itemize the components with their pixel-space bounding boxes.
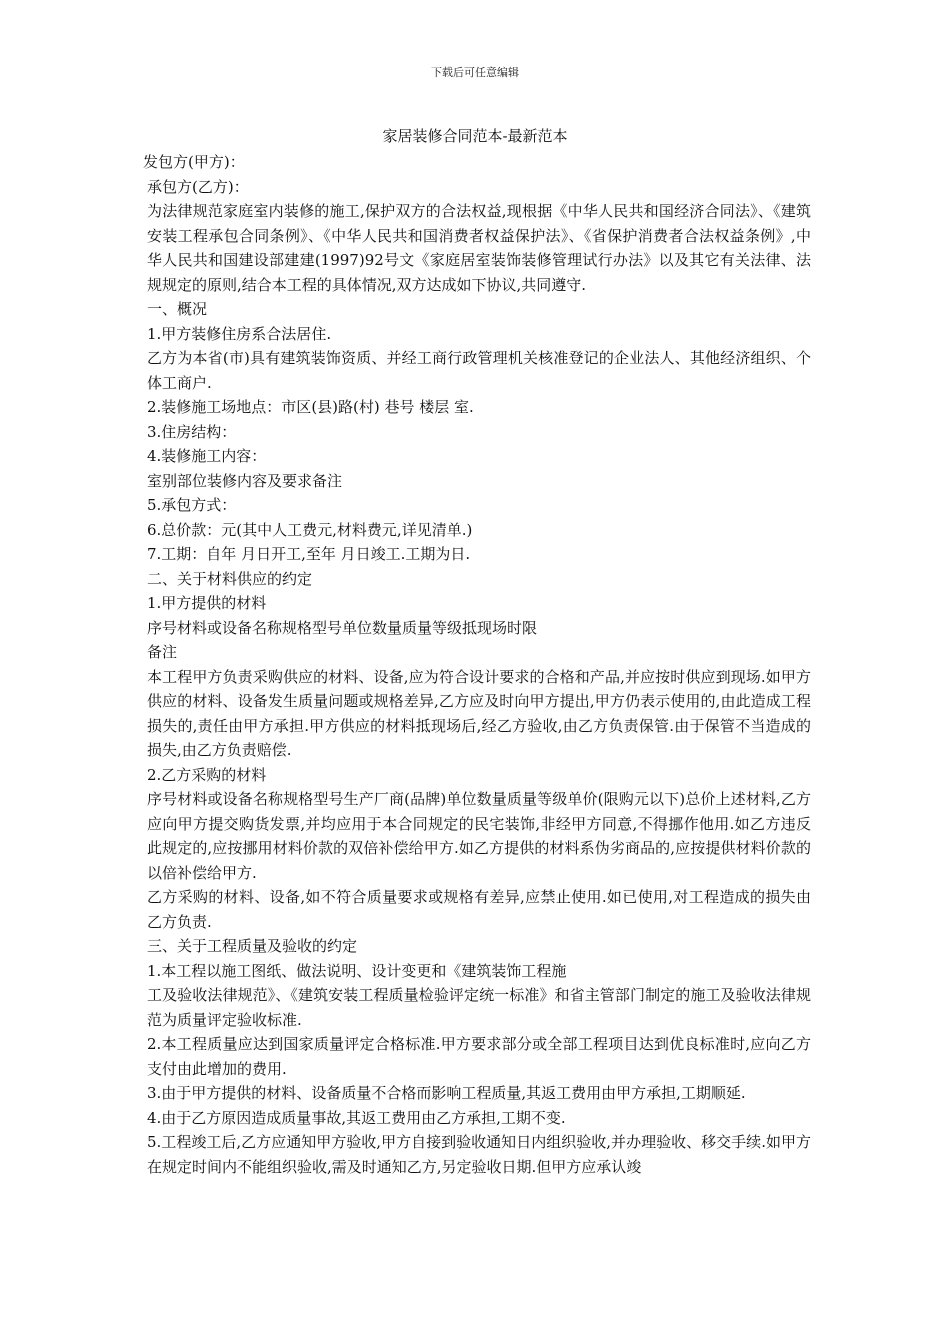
- contract-paragraph: 本工程甲方负责采购供应的材料、设备,应为符合设计要求的合格和产品,并应按时供应到现场.如甲方供应的材料、设备发生质量问题或规格差异,乙方应及时向甲方提出,甲方仍表示使用的,由此造成工程损失的,责任由甲方承担.甲方供应的材料抵现场后,经乙方验收,由乙方负责保管.由于保管不当造成的损失,由乙方负责赔偿.: [147, 667, 811, 759]
- contract-body: [143, 150, 811, 1179]
- contract-paragraph: 室别部位装修内容及要求备注: [147, 471, 343, 490]
- contract-paragraph: 备注: [147, 643, 178, 661]
- contract-paragraph: 序号材料或设备名称规格型号单位数量质量等级抵现场时限: [147, 618, 538, 637]
- contract-paragraph: 工及验收法律规范》、《建筑安装工程质量检验评定统一标准》和省主管部门制定的施工及验收法律规范为质量评定验收标准.: [147, 986, 811, 1029]
- contract-paragraph: 承包方(乙方)：: [147, 177, 249, 196]
- contract-paragraph: 1.本工程以施工图纸、做法说明、设计变更和《建筑装饰工程施: [147, 961, 567, 980]
- contract-paragraph: 3.住房结构：: [147, 422, 237, 441]
- contract-paragraph: 6.总价款：元(其中人工费元,材料费元,详见清单.): [147, 520, 473, 539]
- contract-paragraph: 乙方为本省(市)具有建筑装饰资质、并经工商行政管理机关核准登记的企业法人、其他经济组织、个体工商户.: [147, 349, 811, 392]
- contract-paragraph: 二、关于材料供应的约定: [147, 569, 313, 588]
- contract-paragraph: 2.装修施工场地点：市区(县)路(村) 巷号 楼层 室.: [147, 398, 474, 416]
- contract-paragraph: 5.工程竣工后,乙方应通知甲方验收,甲方自接到验收通知日内组织验收,并办理验收、移交手续.如甲方在规定时间内不能组织验收,需及时通知乙方,另定验收日期.但甲方应承认竣: [147, 1133, 811, 1176]
- contract-paragraph: 为法律规范家庭室内装修的施工,保护双方的合法权益,现根据《中华人民共和国经济合同法》、《建筑安装工程承包合同条例》、《中华人民共和国消费者权益保护法》、《省保护消费者合法权益条例》,中华人民共和国建设部建建(1997)92号文《家庭居室装饰装修管理试行办法》以及其它有关法律、法规规定的原则,结合本工程的具体情况,双方达成如下协议,共同遵守.: [147, 202, 811, 294]
- contract-paragraph: 3.由于甲方提供的材料、设备质量不合格而影响工程质量,其返工费用由甲方承担,工期顺延.: [147, 1084, 746, 1102]
- contract-paragraph: 发包方(甲方)：: [143, 153, 245, 171]
- contract-paragraph: 4.装修施工内容：: [147, 447, 267, 465]
- contract-paragraph: 2.乙方采购的材料: [147, 765, 267, 784]
- contract-paragraph: 序号材料或设备名称规格型号生产厂商(品牌)单位数量质量等级单价(限购元以下)总价上述材料,乙方应向甲方提交购货发票,并均应用于本合同规定的民宅装饰,非经甲方同意,不得挪作他用.如乙方违反此规定的,应按挪用材料价款的双倍补偿给甲方.如乙方提供的材料系伪劣商品的,应按提供材料价款的以倍补偿给甲方.: [147, 790, 811, 882]
- document-title: 家居装修合同范本-最新范本: [382, 127, 568, 145]
- contract-paragraph: 7.工期：自年 月日开工,至年 月日竣工.工期为日.: [147, 545, 471, 563]
- contract-paragraph: 1.甲方装修住房系合法居住.: [147, 324, 332, 343]
- header-note: 下载后可任意编辑: [431, 66, 519, 79]
- contract-paragraph: 1.甲方提供的材料: [147, 594, 267, 612]
- contract-paragraph: 5.承包方式：: [147, 496, 237, 514]
- contract-paragraph: 4.由于乙方原因造成质量事故,其返工费用由乙方承担,工期不变.: [147, 1108, 566, 1127]
- contract-paragraph: 2.本工程质量应达到国家质量评定合格标准.甲方要求部分或全部工程项目达到优良标准时,应向乙方支付由此增加的费用.: [147, 1035, 811, 1078]
- contract-paragraph: 乙方采购的材料、设备,如不符合质量要求或规格有差异,应禁止使用.如已使用,对工程造成的损失由乙方负责.: [147, 888, 811, 931]
- contract-paragraph: 一、概况: [147, 300, 208, 318]
- contract-paragraph: 三、关于工程质量及验收的约定: [147, 937, 358, 955]
